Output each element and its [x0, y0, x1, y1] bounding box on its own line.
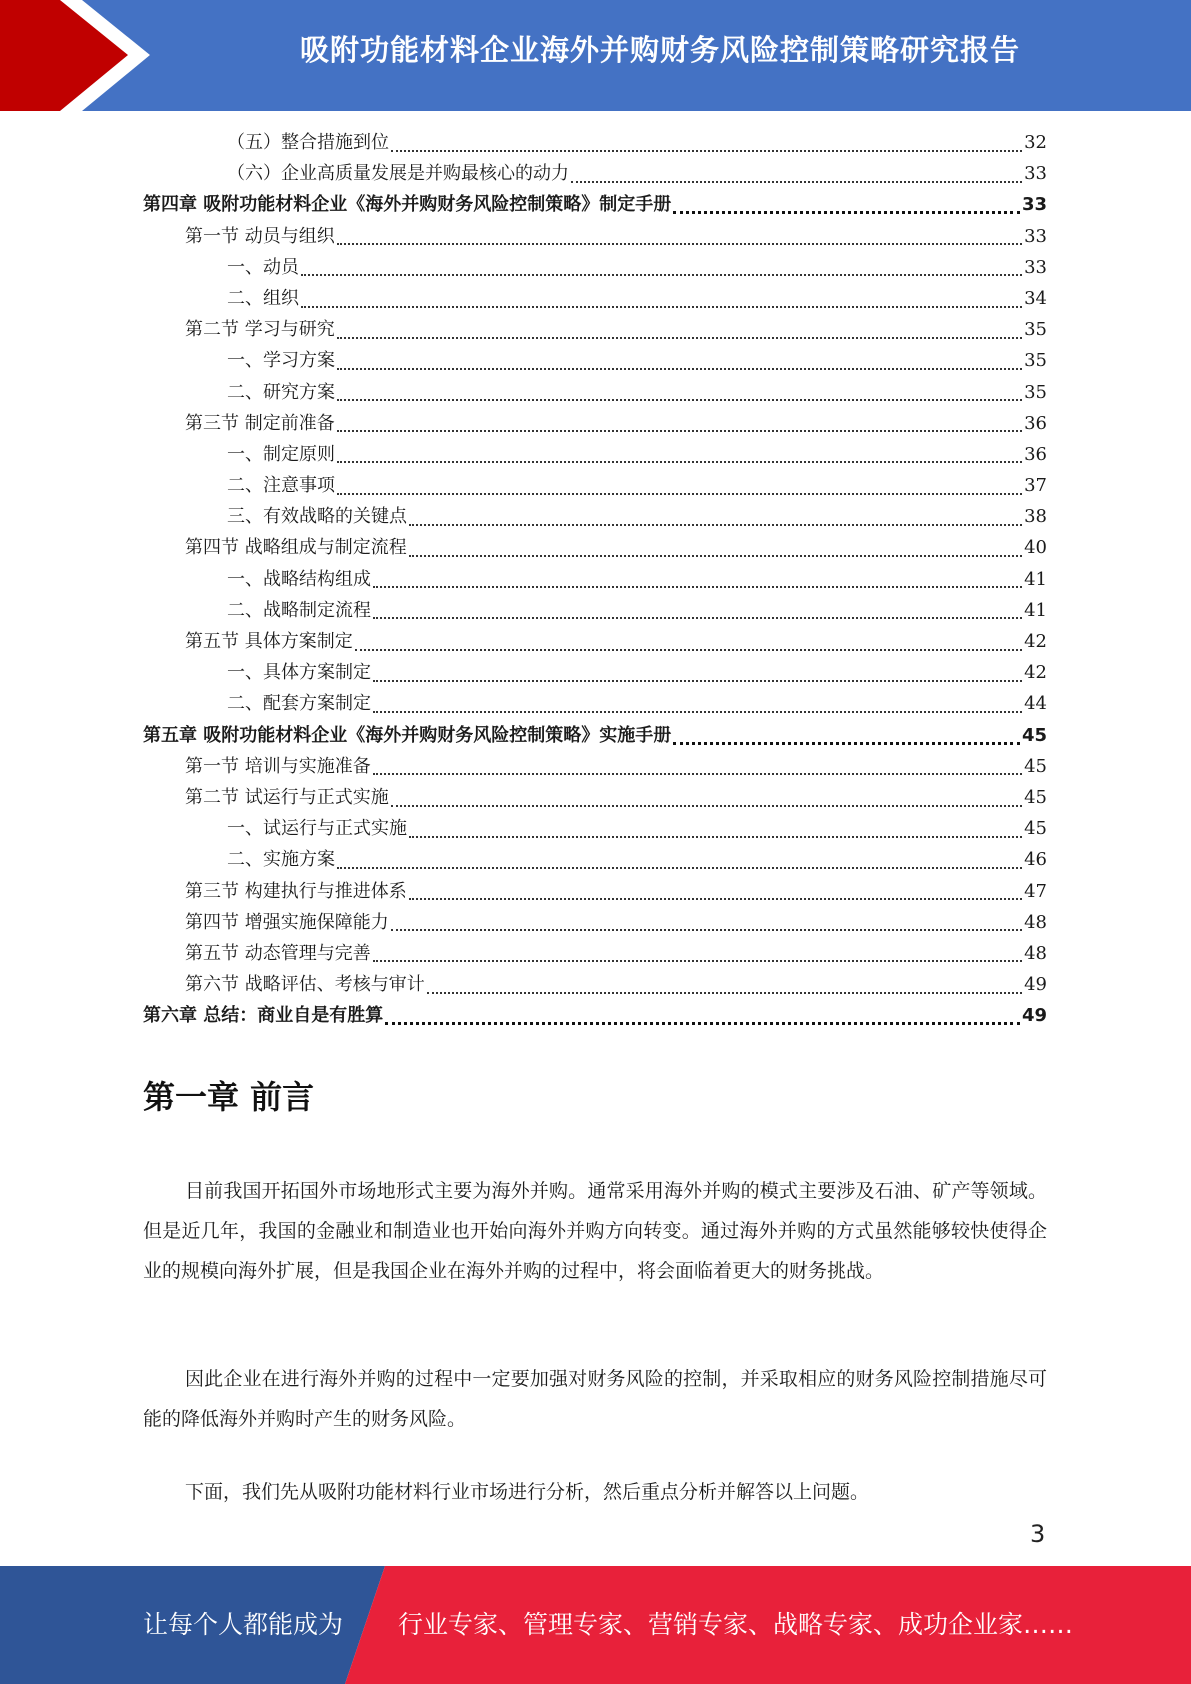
toc-leader-dots	[373, 711, 1022, 713]
toc-entry[interactable]	[143, 939, 1047, 970]
toc-entry[interactable]	[143, 752, 1047, 783]
toc-entry[interactable]	[143, 783, 1047, 814]
toc-entry-page: 33	[1024, 256, 1047, 278]
toc-entry[interactable]	[143, 721, 1047, 752]
toc-entry-page: 37	[1024, 475, 1047, 497]
toc-leader-dots	[427, 992, 1022, 994]
toc-entry-page: 47	[1024, 880, 1047, 902]
toc-entry-page: 33	[1024, 163, 1047, 185]
toc-entry-title: 一、动员	[227, 256, 299, 278]
toc-entry[interactable]	[143, 222, 1047, 253]
toc-entry-title: 一、制定原则	[227, 443, 335, 465]
toc-entry-title: 一、学习方案	[227, 350, 335, 372]
toc-entry-title: （五）整合措施到位	[227, 132, 389, 153]
toc-leader-dots	[337, 337, 1022, 339]
toc-entry-title: 二、战略制定流程	[227, 599, 371, 621]
toc-leader-dots	[391, 150, 1022, 152]
toc-leader-dots	[385, 1022, 1020, 1025]
toc-leader-dots	[337, 399, 1022, 401]
toc-leader-dots	[673, 742, 1020, 745]
toc-leader-dots	[301, 306, 1022, 308]
toc-entry-title: 第二节 学习与研究	[185, 319, 335, 341]
toc-entry-title: 二、研究方案	[227, 381, 335, 403]
toc-entry-page: 41	[1024, 599, 1047, 621]
toc-entry-title: 第三节 制定前准备	[185, 412, 335, 434]
toc-entry-page: 36	[1024, 412, 1047, 434]
toc-leader-dots	[337, 493, 1022, 495]
toc-entry-title: 二、组织	[227, 287, 299, 309]
toc-entry[interactable]	[143, 627, 1047, 658]
toc-entry-page: 46	[1024, 849, 1047, 871]
toc-entry-title: 一、试运行与正式实施	[227, 818, 407, 840]
toc-entry-page: 49	[1024, 974, 1047, 996]
page-footer	[0, 1566, 1191, 1684]
toc-entry-title: 第五节 具体方案制定	[185, 631, 353, 652]
toc-entry[interactable]	[143, 658, 1047, 689]
toc-entry-page: 45	[1024, 755, 1047, 777]
toc-leader-dots	[409, 555, 1022, 557]
table-of-contents	[143, 128, 1047, 1032]
toc-leader-dots	[373, 617, 1022, 619]
toc-entry-page: 45	[1021, 724, 1047, 746]
toc-entry-title: 二、实施方案	[227, 849, 335, 871]
toc-leader-dots	[337, 430, 1022, 432]
footer-slogan-left: 让每个人都能成为	[143, 1610, 344, 1639]
toc-entry-page: 36	[1024, 443, 1047, 465]
toc-leader-dots	[337, 243, 1022, 245]
toc-entry-page: 33	[1021, 194, 1047, 216]
toc-entry[interactable]	[143, 409, 1047, 440]
toc-leader-dots	[571, 181, 1022, 183]
toc-entry-title: 三、有效战略的关键点	[227, 506, 407, 528]
toc-leader-dots	[373, 773, 1022, 775]
toc-entry-title: 第二节 试运行与正式实施	[185, 786, 389, 808]
toc-leader-dots	[391, 805, 1022, 807]
toc-entry-title: 第五章 吸附功能材料企业《海外并购财务风险控制策略》实施手册	[143, 724, 672, 746]
toc-entry[interactable]	[143, 284, 1047, 315]
toc-entry-title: 第五节 动态管理与完善	[185, 942, 371, 964]
toc-entry[interactable]	[143, 128, 1047, 159]
toc-entry-page: 35	[1024, 319, 1047, 341]
toc-entry[interactable]	[143, 845, 1047, 876]
toc-entry-title: 第六节 战略评估、考核与审计	[185, 974, 425, 996]
toc-leader-dots	[409, 836, 1022, 838]
toc-entry[interactable]	[143, 689, 1047, 720]
page-header	[0, 0, 1191, 111]
toc-entry-page: 49	[1021, 1005, 1047, 1027]
toc-entry[interactable]	[143, 159, 1047, 190]
toc-entry-page: 40	[1024, 537, 1047, 559]
toc-entry-title: （六）企业高质量发展是并购最核心的动力	[227, 163, 569, 185]
toc-entry[interactable]	[143, 814, 1047, 845]
toc-entry[interactable]	[143, 346, 1047, 377]
toc-entry[interactable]	[143, 596, 1047, 627]
toc-leader-dots	[373, 680, 1022, 682]
toc-entry[interactable]	[143, 471, 1047, 502]
toc-leader-dots	[337, 368, 1022, 370]
toc-entry[interactable]	[143, 190, 1047, 221]
toc-entry-page: 45	[1024, 786, 1047, 808]
toc-entry-page: 44	[1024, 693, 1047, 715]
page-number: 3	[1030, 1520, 1046, 1548]
toc-entry-page: 33	[1024, 225, 1047, 247]
toc-leader-dots	[373, 586, 1022, 588]
toc-entry-title: 第六章 总结：商业自是有胜算	[143, 1005, 384, 1027]
toc-entry-page: 38	[1024, 506, 1047, 528]
toc-entry[interactable]	[143, 877, 1047, 908]
toc-entry[interactable]	[143, 315, 1047, 346]
toc-leader-dots	[301, 274, 1022, 276]
footer-slogan-right: 行业专家、管理专家、营销专家、战略专家、成功企业家……	[398, 1610, 1074, 1639]
toc-entry-page: 35	[1024, 381, 1047, 403]
body-paragraph-1: 目前我国开拓国外市场地形式主要为海外并购。通常采用海外并购的模式主要涉及石油、矿产等领域。但是近几年，我国的金融业和制造业也开始向海外并购方向转变。通过海外并购的方式虽然能够较快使得企业的规模向海外扩展，但是我国企业在海外并购的过程中，将会面临着更大的财务挑战。	[143, 1180, 1047, 1282]
toc-entry[interactable]	[143, 440, 1047, 471]
toc-entry-title: 二、注意事项	[227, 475, 335, 497]
toc-entry-page: 35	[1024, 350, 1047, 372]
toc-entry[interactable]	[143, 253, 1047, 284]
toc-entry-page: 32	[1024, 132, 1047, 153]
toc-entry-title: 一、战略结构组成	[227, 568, 371, 590]
toc-leader-dots	[337, 867, 1022, 869]
toc-entry-page: 42	[1024, 631, 1047, 652]
header-chevron-decoration	[0, 0, 160, 111]
chapter-heading: 第一章 前言	[143, 1078, 315, 1116]
body-paragraph-2: 因此企业在进行海外并购的过程中一定要加强对财务风险的控制，并采取相应的财务风险控制措施尽可能的降低海外并购时产生的财务风险。	[143, 1368, 1047, 1430]
toc-entry[interactable]	[143, 378, 1047, 409]
toc-entry[interactable]	[143, 533, 1047, 564]
toc-entry-title: 第一节 培训与实施准备	[185, 755, 371, 777]
body-paragraph-3: 下面，我们先从吸附功能材料行业市场进行分析，然后重点分析并解答以上问题。	[185, 1481, 870, 1503]
toc-entry[interactable]	[143, 970, 1047, 1001]
toc-entry[interactable]	[143, 1001, 1047, 1032]
toc-entry-page: 45	[1024, 818, 1047, 840]
toc-entry-page: 41	[1024, 568, 1047, 590]
toc-entry[interactable]	[143, 502, 1047, 533]
toc-entry[interactable]	[143, 565, 1047, 596]
toc-leader-dots	[373, 960, 1022, 962]
toc-leader-dots	[409, 524, 1022, 526]
toc-entry-title: 二、配套方案制定	[227, 693, 371, 715]
toc-entry-title: 第四节 战略组成与制定流程	[185, 537, 407, 559]
toc-entry-title: 一、具体方案制定	[227, 662, 371, 684]
toc-entry-page: 48	[1024, 911, 1047, 933]
toc-entry-title: 第一节 动员与组织	[185, 225, 335, 247]
toc-entry-page: 42	[1024, 662, 1047, 684]
toc-entry-title: 第四节 增强实施保障能力	[185, 911, 389, 933]
toc-entry[interactable]	[143, 908, 1047, 939]
toc-entry-title: 第三节 构建执行与推进体系	[185, 880, 407, 902]
toc-entry-title: 第四章 吸附功能材料企业《海外并购财务风险控制策略》制定手册	[143, 194, 672, 216]
toc-leader-dots	[409, 898, 1022, 900]
toc-leader-dots	[391, 929, 1022, 931]
document-title: 吸附功能材料企业海外并购财务风险控制策略研究报告	[299, 33, 1020, 67]
toc-leader-dots	[673, 211, 1020, 214]
toc-entry-page: 48	[1024, 942, 1047, 964]
toc-leader-dots	[337, 461, 1022, 463]
toc-entry-page: 34	[1024, 287, 1047, 309]
toc-leader-dots	[355, 649, 1022, 651]
